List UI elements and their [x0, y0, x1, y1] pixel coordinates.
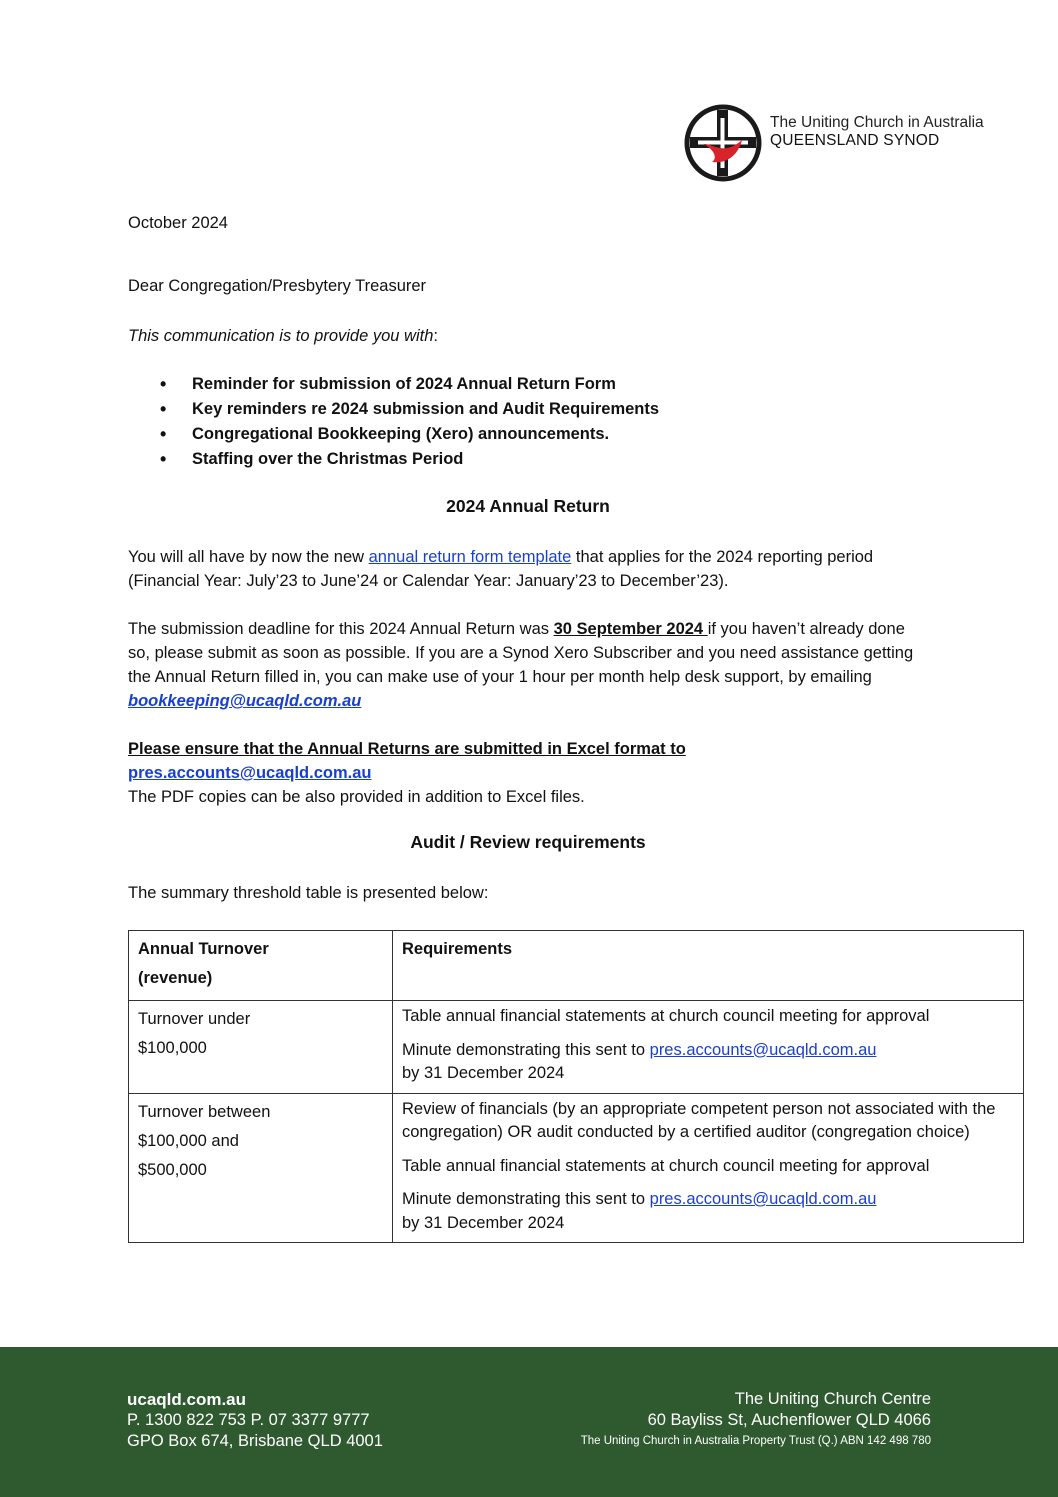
requirement-text: by 31 December 2024 [402, 1064, 565, 1082]
topics-list [128, 372, 659, 472]
requirement-text: Minute demonstrating this sent to [402, 1040, 650, 1059]
deadline-date: 30 September 2024 [553, 620, 708, 638]
logo-line-1: The Uniting Church in Australia [770, 114, 984, 131]
pres-accounts-email-link[interactable]: pres.accounts@ucaqld.com.au [649, 1040, 877, 1059]
excel-format-notice [128, 737, 928, 809]
annual-return-heading: 2024 Annual Return [446, 496, 610, 516]
footer-po-box: GPO Box 674, Brisbane QLD 4001 [127, 1432, 383, 1450]
requirement-minute [402, 1039, 1014, 1086]
threshold-table [128, 930, 1024, 1243]
turnover-text: $100,000 and [138, 1131, 239, 1150]
footer-street: 60 Bayliss St, Auchenflower QLD 4066 [647, 1411, 931, 1429]
pres-accounts-email-link[interactable]: pres.accounts@ucaqld.com.au [649, 1190, 877, 1208]
header-requirements: Requirements [393, 931, 1024, 1001]
list-item: • Congregational Bookkeeping (Xero) announcements. [128, 422, 659, 447]
requirement-minute [402, 1188, 1014, 1235]
logo-line-2: QUEENSLAND SYNOD [770, 132, 940, 149]
turnover-text: Turnover between [138, 1102, 271, 1121]
table-row [129, 1093, 1024, 1243]
table-row [129, 1001, 1024, 1094]
header-text: (revenue) [138, 969, 213, 987]
table-header-row [129, 931, 1024, 1001]
turnover-text: $100,000 [138, 1039, 207, 1057]
intro-text: This communication is to provide you with [128, 327, 434, 345]
intro-colon: : [433, 327, 438, 345]
audit-summary: The summary threshold table is presented below: [128, 884, 489, 902]
intro-line [128, 324, 928, 348]
requirement-text: by 31 December 2024 [402, 1213, 565, 1232]
list-item: • Staffing over the Christmas Period [128, 447, 659, 472]
footer-address [581, 1389, 931, 1452]
paragraph-text: if you haven’t already done so, please submit as soon as possible. If you are a Synod Xero Subscriber and you need assistance getting the Annual Return filled in, you can make use of your 1 hour per month help desk support, by emailing [128, 620, 914, 686]
requirement-text: Review of financials (by an appropriate competent person not associated with the congregation) OR audit conducted by a certified auditor (congregation choice) [402, 1099, 996, 1141]
annual-return-paragraph-1 [128, 545, 928, 593]
requirements-cell [393, 1001, 1024, 1094]
letter-date: October 2024 [128, 214, 228, 232]
turnover-text: Turnover under [138, 1010, 251, 1028]
synod-logo [684, 104, 984, 182]
header-text: Annual Turnover [138, 940, 269, 958]
uniting-church-emblem-icon [684, 104, 762, 182]
turnover-text: $500,000 [138, 1160, 207, 1179]
audit-heading: Audit / Review requirements [410, 832, 646, 852]
salutation: Dear Congregation/Presbytery Treasurer [128, 277, 427, 295]
paragraph-text: that applies for the 2024 reporting period (Financial Year: July’23 to June’24 or Calendar Year: January’23 to December’23). [128, 548, 874, 590]
footer-centre: The Uniting Church Centre [734, 1390, 931, 1408]
footer-website[interactable]: ucaqld.com.au [127, 1390, 247, 1409]
pdf-copies-note: The PDF copies can be also provided in addition to Excel files. [128, 788, 585, 806]
bookkeeping-email-link[interactable]: bookkeeping@ucaqld.com.au [128, 692, 362, 710]
header-annual-turnover [129, 931, 393, 1001]
requirement-text: Table annual financial statements at church council meeting for approval [402, 1007, 930, 1025]
annual-return-template-link[interactable]: annual return form template [368, 548, 572, 566]
footer-phones: P. 1300 822 753 P. 07 3377 9777 [127, 1411, 370, 1429]
page-footer [0, 1347, 1058, 1497]
list-item: • Key reminders re 2024 submission and Audit Requirements [128, 397, 659, 422]
annual-return-paragraph-2 [128, 617, 928, 713]
pres-accounts-email-link[interactable]: pres.accounts@ucaqld.com.au [128, 764, 372, 782]
footer-trust: The Uniting Church in Australia Property Trust (Q.) ABN 142 498 780 [580, 1435, 931, 1447]
requirement-text: Table annual financial statements at church council meeting for approval [402, 1156, 930, 1175]
turnover-cell [129, 1093, 393, 1243]
list-item: • Reminder for submission of 2024 Annual Return Form [128, 372, 659, 397]
footer-contact [127, 1389, 383, 1452]
requirements-cell [393, 1093, 1024, 1243]
paragraph-text: You will all have by now the new [128, 548, 369, 566]
paragraph-text: The submission deadline for this 2024 Annual Return was [128, 620, 554, 638]
turnover-cell [129, 1001, 393, 1094]
requirement-text: Minute demonstrating this sent to [402, 1190, 650, 1208]
excel-notice-text: Please ensure that the Annual Returns are submitted in Excel format to [128, 740, 686, 758]
